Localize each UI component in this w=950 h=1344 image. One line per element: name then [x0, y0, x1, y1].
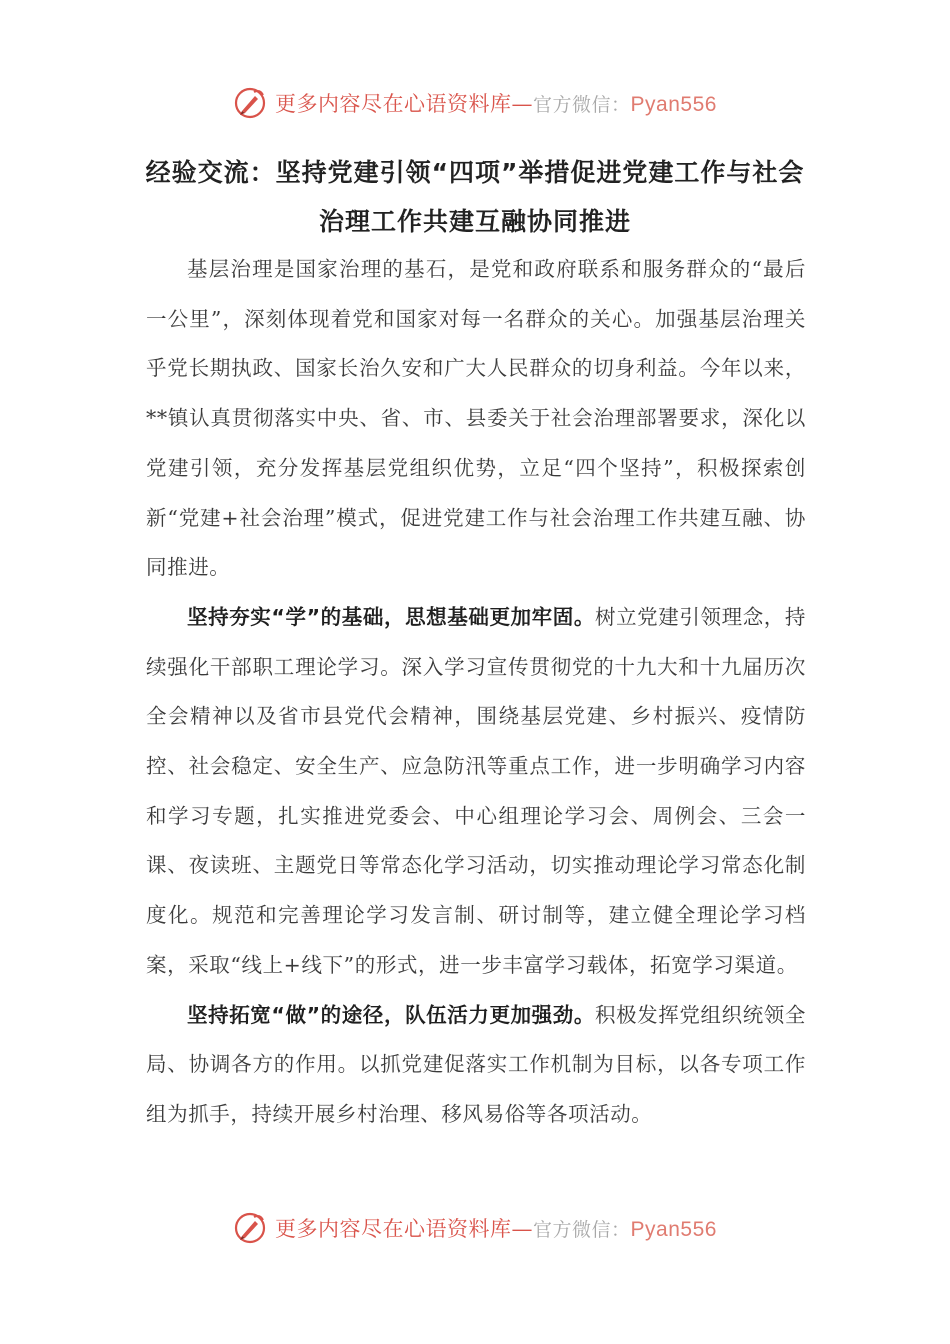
watermark-wechat-label: 官方微信：: [533, 1219, 631, 1241]
document-title: 经验交流：坚持党建引领“四项”举措促进党建工作与社会治理工作共建互融协同推进: [145, 158, 805, 236]
paragraph-study-text: 树立党建引领理念，持续强化干部职工理论学习。深入学习宣传贯彻党的十九大和十九届历次全会精神以及省市县党代会精神，围绕基层党建、乡村振兴、疫情防控、社会稳定、安全生产、应急防汛等重点工作，进一步明确学习内容和学习专题，扎实推进党委会、中心组理论学习会、周例会、三会一课、夜读班、主题党日等常态化学习活动，切实推动理论学习常态化制度化。规范和完善理论学习发言制、研讨制等，建立健全理论学习档案，采取“线上+线下”的形式，进一步丰富学习载体，拓宽学习渠道。: [146, 604, 806, 977]
pen-logo-icon: [233, 86, 267, 120]
paragraph-practice-text: 积极发挥党组织统领全局、协调各方的作用。以抓党建促落实工作机制为目标，以各专项工作组为抓手，持续开展乡村治理、移风易俗等各项活动。: [146, 1002, 806, 1126]
watermark-banner-top: [0, 83, 950, 123]
watermark-wechat-id: Pyan556: [630, 93, 717, 116]
paragraph-intro-text: 基层治理是国家治理的基石，是党和政府联系和服务群众的“最后一公里”，深刻体现着党和国家对每一名群众的关心。加强基层治理关乎党长期执政、国家长治久安和广大人民群众的切身利益。今年以来，**镇认真贯彻落实中央、省、市、县委关于社会治理部署要求，深化以党建引领，充分发挥基层党组织优势，立足“四个坚持”，积极探索创新“党建+社会治理”模式，促进党建工作与社会治理工作共建互融、协同推进。: [146, 257, 806, 580]
watermark-library: 更多内容尽在心语资料库—: [275, 1217, 534, 1241]
watermark-text: [275, 1213, 717, 1243]
pen-logo-icon: [233, 1211, 267, 1245]
watermark-text: [275, 88, 717, 118]
watermark-wechat-label: 官方微信：: [533, 94, 631, 116]
paragraph-intro: [146, 245, 806, 593]
paragraph-study: [146, 593, 806, 991]
paragraph-practice-heading: 坚持拓宽“做”的途径，队伍活力更加强劲。: [187, 1002, 595, 1027]
document-body: [146, 245, 806, 1140]
watermark-wechat-id: Pyan556: [630, 1218, 717, 1241]
watermark-library: 更多内容尽在心语资料库—: [275, 92, 534, 116]
paragraph-study-heading: 坚持夯实“学”的基础，思想基础更加牢固。: [187, 604, 595, 629]
watermark-banner-bottom: [0, 1208, 950, 1248]
paragraph-practice: [146, 991, 806, 1140]
